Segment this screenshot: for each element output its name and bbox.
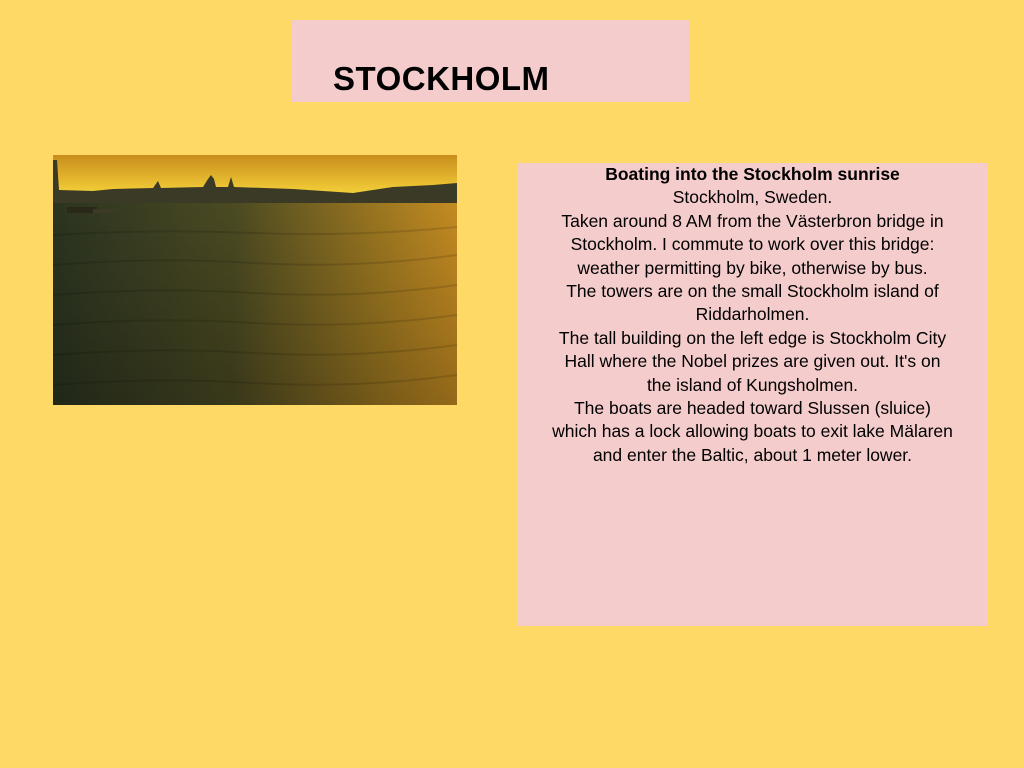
- caption-heading: Boating into the Stockholm sunrise: [605, 164, 900, 184]
- caption-line: Stockholm. I commute to work over this bridge:: [570, 234, 935, 255]
- caption-line: The towers are on the small Stockholm island of: [566, 281, 939, 302]
- slide-title: STOCKHOLM: [333, 60, 550, 97]
- caption-line: Riddarholmen.: [695, 304, 810, 325]
- caption-line: Taken around 8 AM from the Västerbron bridge in: [561, 210, 944, 231]
- caption-line: Stockholm, Sweden.: [672, 187, 833, 208]
- caption-box: [517, 163, 988, 626]
- caption-line: Hall where the Nobel prizes are given out. It's on: [564, 351, 941, 372]
- sunrise-photo-image: [53, 155, 457, 405]
- caption-line: and enter the Baltic, about 1 meter lower.: [592, 444, 913, 465]
- caption-line: the island of Kungsholmen.: [646, 374, 859, 395]
- caption-line: The boats are headed toward Slussen (sluice): [573, 398, 931, 419]
- caption-line: weather permitting by bike, otherwise by bus.: [577, 257, 928, 278]
- caption-line: The tall building on the left edge is Stockholm City: [558, 327, 947, 348]
- sunrise-photo: [53, 155, 457, 405]
- title-box: [291, 20, 689, 102]
- caption-line: which has a lock allowing boats to exit lake Mälaren: [552, 421, 953, 442]
